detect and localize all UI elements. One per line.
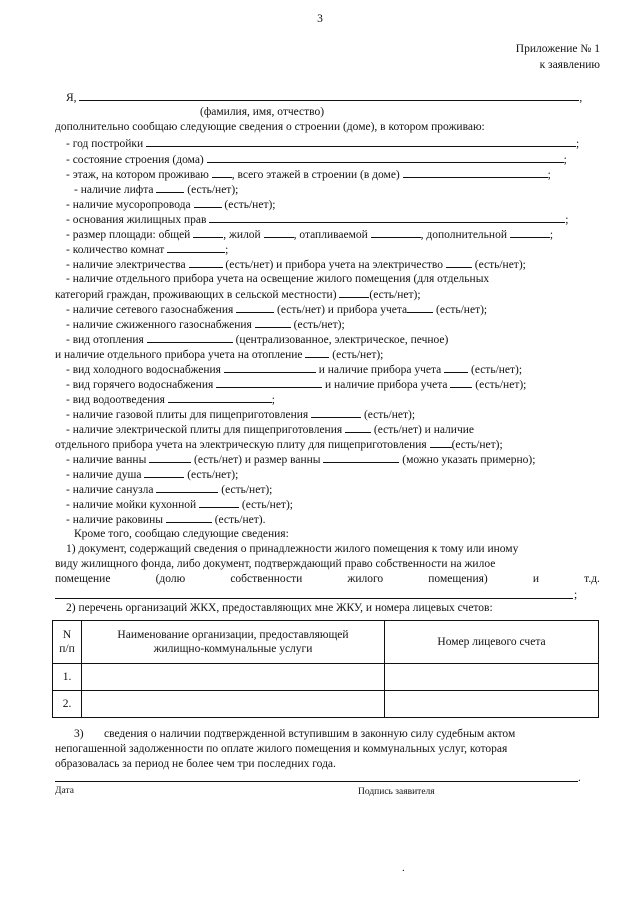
p3-line1-number: 3) xyxy=(74,728,84,740)
p1-document-field[interactable] xyxy=(55,598,573,599)
item-cold-water: - вид холодного водоснабжения и наличие прибора учета (есть/нет); xyxy=(66,364,523,376)
date-label: Дата xyxy=(55,786,74,796)
electricity-field[interactable] xyxy=(189,257,223,268)
bath-size-field[interactable] xyxy=(323,452,399,463)
el-stove-meter-field[interactable] xyxy=(430,437,452,448)
heating-field[interactable] xyxy=(147,332,233,343)
state-field[interactable] xyxy=(207,152,564,163)
item-year: - год постройки ; xyxy=(66,138,580,150)
basin-field[interactable] xyxy=(166,512,212,523)
p1-line3: помещение (долю собственности жилого помещения) и т.д. xyxy=(55,573,600,585)
area-heated-field[interactable] xyxy=(371,227,421,238)
row-number: 1. xyxy=(53,664,82,691)
item-floor: - этаж, на котором проживаю , всего этажей в строении (в доме) ; xyxy=(66,169,551,181)
signature-label: Подпись заявителя xyxy=(358,787,435,797)
table-row xyxy=(53,664,599,691)
gas-stove-field[interactable] xyxy=(311,407,361,418)
drain-field[interactable] xyxy=(168,392,272,403)
applicant-line: Я, , xyxy=(66,92,583,104)
item-area: - размер площади: общей , жилой , отапливаемой , дополнительной ; xyxy=(66,229,554,241)
org-cell[interactable] xyxy=(82,691,385,718)
grounds-field[interactable] xyxy=(209,212,565,223)
table-row xyxy=(53,691,599,718)
p2-text: 2) перечень организаций ЖКХ, предоставляющих мне ЖКУ, и номера лицевых счетов: xyxy=(66,602,493,614)
meter-light-field[interactable] xyxy=(339,287,369,298)
also-heading: Кроме того, сообщаю следующие сведения: xyxy=(74,528,289,540)
item-electricity: - наличие электричества (есть/нет) и прибора учета на электричество (есть/нет); xyxy=(66,259,526,271)
gas-meter-field[interactable] xyxy=(407,302,433,313)
item-el-stove-line2: отдельного прибора учета на электрическую плиту для пищеприготовления (есть/нет); xyxy=(55,439,503,451)
item-heating-meter: и наличие отдельного прибора учета на отопление (есть/нет); xyxy=(55,349,384,361)
floors-total-field[interactable] xyxy=(403,167,548,178)
shower-field[interactable] xyxy=(144,467,184,478)
item-gas-liquid: - наличие сжиженного газоснабжения (есть/нет); xyxy=(66,319,345,331)
cold-water-field[interactable] xyxy=(224,362,316,373)
fio-field[interactable] xyxy=(79,90,579,101)
lead-text: дополнительно сообщаю следующие сведения о строении (доме), в котором проживаю: xyxy=(55,121,485,133)
toilet-field[interactable] xyxy=(156,482,218,493)
garbage-field[interactable] xyxy=(194,197,222,208)
org-cell[interactable] xyxy=(82,664,385,691)
item-bath: - наличие ванны (есть/нет) и размер ванны (можно указать примерно); xyxy=(66,454,536,466)
page-number: 3 xyxy=(317,13,323,25)
hot-water-meter-field[interactable] xyxy=(450,377,472,388)
bottom-dot: . xyxy=(402,862,405,874)
electricity-meter-field[interactable] xyxy=(446,257,472,268)
account-cell[interactable] xyxy=(385,691,599,718)
header-account: Номер лицевого счета xyxy=(385,621,599,664)
floor-field[interactable] xyxy=(212,167,232,178)
p1-semicolon: ; xyxy=(574,589,578,601)
row-number: 2. xyxy=(53,691,82,718)
area-living-field[interactable] xyxy=(264,227,294,238)
account-cell[interactable] xyxy=(385,664,599,691)
cold-water-meter-field[interactable] xyxy=(444,362,468,373)
year-field[interactable] xyxy=(146,136,576,147)
item-meter-light-line1: - наличие отдельного прибора учета на освещение жилого помещения (для отдельных xyxy=(66,273,490,285)
debt-details-field[interactable] xyxy=(55,781,578,782)
p3-end-dot: . xyxy=(578,772,581,784)
organizations-table xyxy=(52,620,599,718)
sink-field[interactable] xyxy=(199,497,239,508)
hot-water-field[interactable] xyxy=(216,377,322,388)
item-drain: - вид водоотведения ; xyxy=(66,394,275,406)
item-el-stove-line1: - наличие электрической плиты для пищеприготовления (есть/нет) и наличие xyxy=(66,424,474,436)
item-rooms: - количество комнат ; xyxy=(66,244,229,256)
item-gas-network: - наличие сетевого газоснабжения (есть/нет) и прибора учета (есть/нет); xyxy=(66,304,488,316)
gas-liquid-field[interactable] xyxy=(255,317,291,328)
item-sink: - наличие мойки кухонной (есть/нет); xyxy=(66,499,293,511)
heating-meter-field[interactable] xyxy=(305,347,329,358)
item-shower: - наличие душа (есть/нет); xyxy=(66,469,239,481)
item-basin: - наличие раковины (есть/нет). xyxy=(66,514,266,526)
p3-line1: сведения о наличии подтвержденной вступившим в законную силу судебным актом xyxy=(104,728,516,740)
header-organization: Наименование организации, предоставляющей жилищно-коммунальные услуги xyxy=(82,621,385,664)
item-hot-water: - вид горячего водоснабжения и наличие прибора учета (есть/нет); xyxy=(66,379,527,391)
area-total-field[interactable] xyxy=(193,227,223,238)
rooms-field[interactable] xyxy=(167,242,225,253)
item-garbage: - наличие мусоропровода (есть/нет); xyxy=(66,199,276,211)
item-state: - состояние строения (дома) ; xyxy=(66,154,567,166)
el-stove-field[interactable] xyxy=(345,422,371,433)
area-extra-field[interactable] xyxy=(510,227,550,238)
item-lift: - наличие лифта (есть/нет); xyxy=(74,184,239,196)
item-gas-stove: - наличие газовой плиты для пищеприготовления (есть/нет); xyxy=(66,409,416,421)
item-meter-light-line2: категорий граждан, проживающих в сельской местности) (есть/нет); xyxy=(55,289,421,301)
fio-hint: (фамилия, имя, отчество) xyxy=(200,106,325,118)
appendix-title: Приложение № 1 xyxy=(515,43,600,55)
item-toilet: - наличие санузла (есть/нет); xyxy=(66,484,273,496)
item-grounds: - основания жилищных прав ; xyxy=(66,214,569,226)
p1-line2: виду жилищного фонда, либо документ, подтверждающий право собственности на жилое xyxy=(55,558,496,570)
p1-line1: 1) документ, содержащий сведения о принадлежности жилого помещения к тому или иному xyxy=(66,543,519,555)
item-heating: - вид отопления (централизованное, электрическое, печное) xyxy=(66,334,449,346)
lift-field[interactable] xyxy=(156,182,184,193)
p3-line3: образовалась за период не более чем три последних года. xyxy=(55,758,336,770)
gas-network-field[interactable] xyxy=(236,302,274,313)
header-number: N п/п xyxy=(53,621,82,664)
bath-field[interactable] xyxy=(149,452,191,463)
p3-line2: непогашенной задолженности по оплате жилого помещения и коммунальных услуг, которая xyxy=(55,743,508,755)
appendix-subtitle: к заявлению xyxy=(539,59,600,71)
